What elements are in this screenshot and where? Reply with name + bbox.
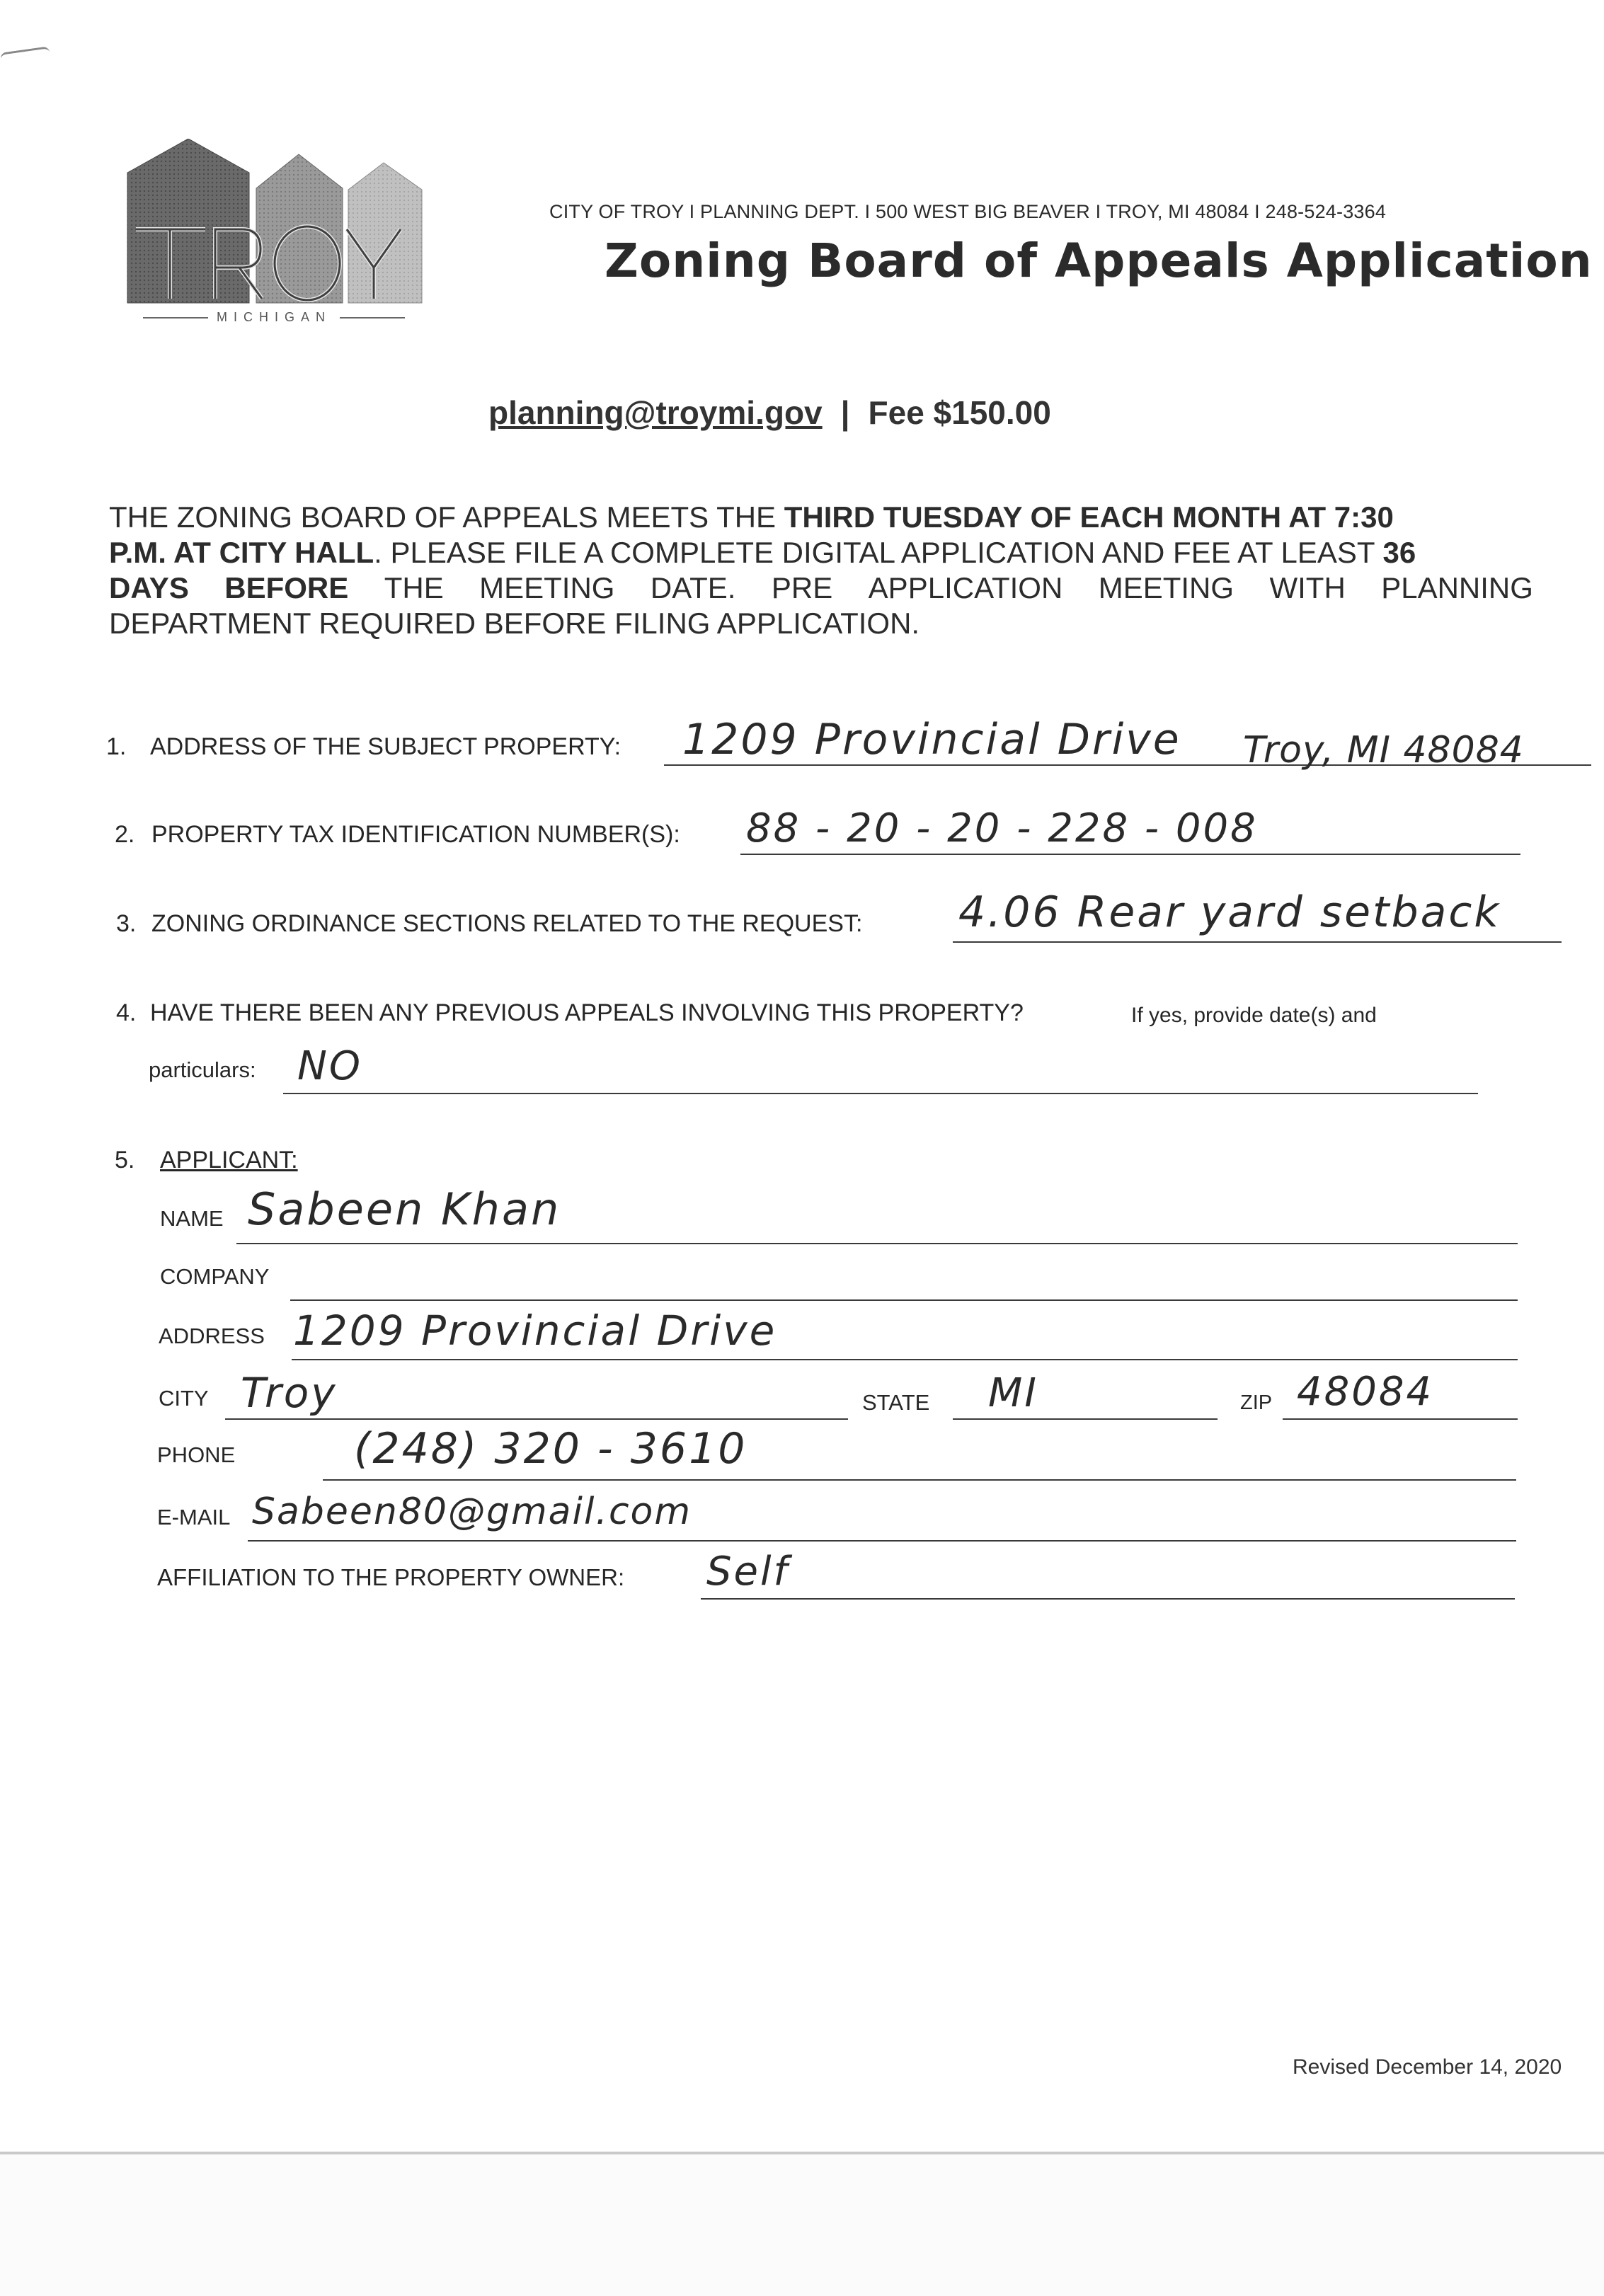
intro-bold: BEFORE (224, 571, 349, 604)
q5-applicant-heading: APPLICANT: (160, 1147, 298, 1173)
applicant-name-label: NAME (160, 1206, 224, 1231)
intro-line-1 (109, 500, 1533, 535)
page-title: Zoning Board of Appeals Application (605, 234, 1593, 288)
q2-underline (740, 854, 1520, 855)
intro-text: . PLEASE FILE A COMPLETE DIGITAL APPLICATION AND FEE AT LEAST (374, 536, 1383, 569)
applicant-address-field[interactable]: 1209 Provincial Drive (293, 1307, 777, 1355)
applicant-affiliation-label: AFFILIATION TO THE PROPERTY OWNER: (157, 1564, 625, 1590)
intro-text: MEETING (479, 571, 615, 604)
q1-property-city-field[interactable]: Troy, MI 48084 (1243, 729, 1524, 771)
applicant-city-underline (225, 1418, 848, 1420)
revised-date: Revised December 14, 2020 (1293, 2055, 1562, 2079)
q5-number: 5. (115, 1147, 135, 1173)
q1-property-address-field[interactable]: 1209 Provincial Drive (682, 715, 1181, 764)
applicant-state-underline (953, 1418, 1218, 1420)
applicant-phone-field[interactable]: (248) 320 - 3610 (354, 1424, 747, 1474)
q1-label: ADDRESS OF THE SUBJECT PROPERTY: (150, 733, 621, 760)
applicant-affiliation-underline (701, 1598, 1515, 1600)
q4-label: HAVE THERE BEEN ANY PREVIOUS APPEALS INVOLVING THIS PROPERTY? (150, 999, 1024, 1026)
applicant-name-underline (236, 1243, 1518, 1244)
q4-underline (283, 1093, 1478, 1094)
applicant-email-underline (248, 1540, 1516, 1542)
applicant-email-field[interactable]: Sabeen80@gmail.com (252, 1491, 692, 1533)
intro-text: THE (384, 571, 444, 604)
intro-bold: 36 (1382, 536, 1416, 569)
scan-bottom-margin (0, 2154, 1604, 2296)
q2-tax-id-field[interactable]: 88 - 20 - 20 - 228 - 008 (746, 805, 1258, 851)
fee-text: Fee $150.00 (868, 394, 1051, 431)
intro-line-4: DEPARTMENT REQUIRED BEFORE FILING APPLICATION. (109, 607, 920, 640)
applicant-zip-underline (1283, 1418, 1518, 1420)
applicant-company-underline (290, 1299, 1518, 1301)
q3-underline (953, 941, 1562, 943)
intro-text: DATE. (650, 571, 736, 604)
applicant-name-field[interactable]: Sabeen Khan (248, 1183, 561, 1235)
applicant-phone-underline (323, 1479, 1516, 1481)
troy-logo (122, 139, 430, 337)
contact-line (488, 394, 1051, 432)
applicant-state-field[interactable]: MI (988, 1370, 1038, 1416)
intro-bold: THIRD TUESDAY OF EACH MONTH AT 7:30 (784, 500, 1394, 534)
planning-email-link[interactable]: planning@troymi.gov (488, 394, 823, 431)
intro-bold: DAYS (109, 571, 189, 604)
header-info-line: CITY OF TROY I PLANNING DEPT. I 500 WEST BIG BEAVER I TROY, MI 48084 I 248-524-3364 (549, 201, 1387, 222)
q3-number: 3. (116, 910, 137, 937)
applicant-city-field[interactable]: Troy (241, 1369, 338, 1417)
q4-hint: If yes, provide date(s) and (1131, 1004, 1377, 1027)
applicant-email-label: E-MAIL (157, 1505, 231, 1529)
intro-text: APPLICATION (868, 571, 1063, 604)
intro-text: PRE (771, 571, 833, 604)
intro-line-2 (109, 535, 1533, 570)
intro-text: THE ZONING BOARD OF APPEALS MEETS THE (109, 500, 784, 534)
intro-text: WITH (1269, 571, 1346, 604)
scan-mark (0, 46, 50, 59)
intro-text: MEETING (1098, 571, 1234, 604)
q2-label: PROPERTY TAX IDENTIFICATION NUMBER(S): (151, 821, 680, 848)
intro-text: PLANNING (1381, 571, 1533, 604)
q4-number: 4. (116, 999, 137, 1026)
intro-line-3 (109, 570, 1533, 606)
applicant-address-underline (292, 1359, 1518, 1360)
applicant-zip-label: ZIP (1240, 1391, 1273, 1414)
applicant-company-label: COMPANY (160, 1264, 270, 1289)
intro-bold: P.M. AT CITY HALL (109, 536, 374, 569)
applicant-affiliation-field[interactable]: Self (706, 1549, 790, 1595)
q1-number: 1. (106, 733, 127, 760)
contact-separator: | (840, 394, 850, 431)
q2-number: 2. (115, 821, 135, 848)
q4-particulars-label: particulars: (149, 1057, 256, 1082)
q3-label: ZONING ORDINANCE SECTIONS RELATED TO THE REQUEST: (151, 910, 863, 937)
logo-subtext: MICHIGAN (122, 310, 426, 331)
intro-paragraph (109, 500, 1533, 641)
applicant-address-label: ADDRESS (159, 1324, 265, 1348)
applicant-state-label: STATE (862, 1390, 930, 1415)
q4-previous-appeals-field[interactable]: NO (297, 1043, 362, 1089)
applicant-zip-field[interactable]: 48084 (1297, 1369, 1434, 1415)
applicant-phone-label: PHONE (157, 1442, 236, 1467)
q3-ordinance-sections-field[interactable]: 4.06 Rear yard setback (958, 888, 1501, 937)
applicant-city-label: CITY (159, 1386, 209, 1411)
